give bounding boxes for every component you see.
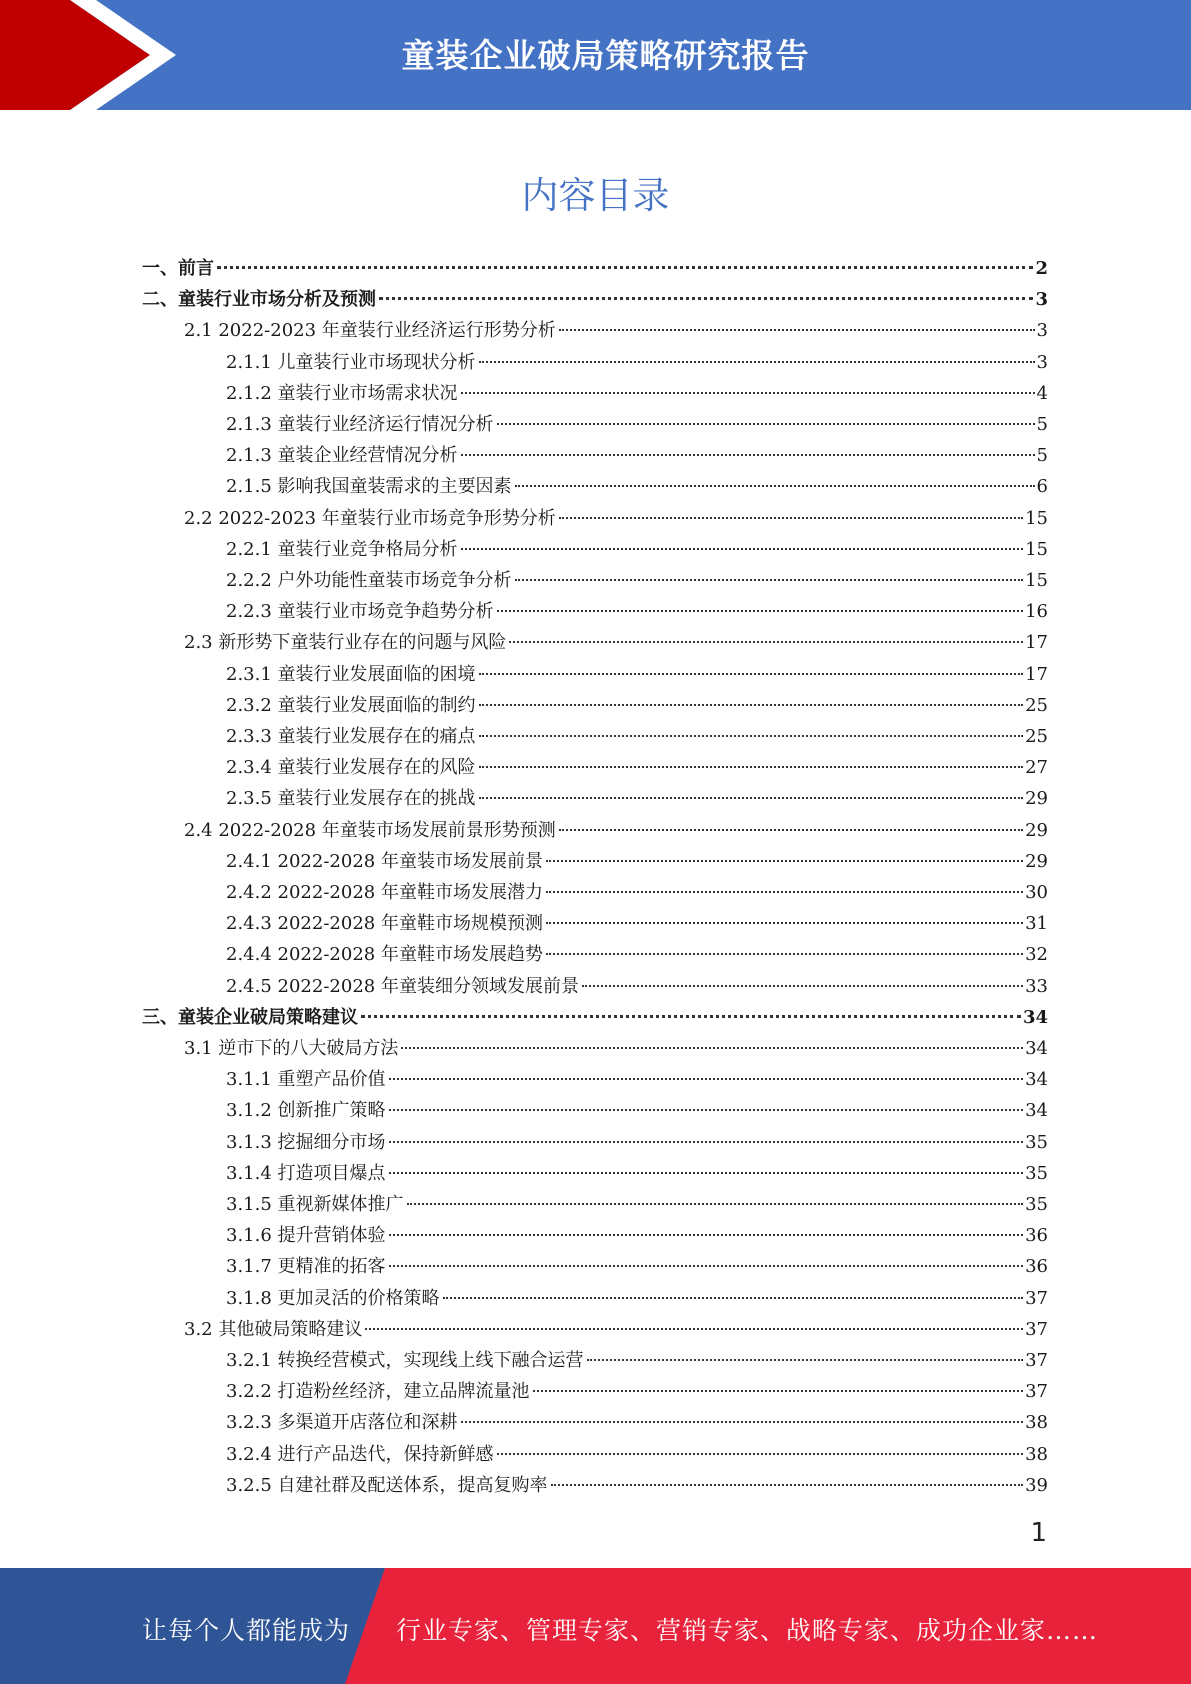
page-footer bbox=[0, 1568, 1191, 1684]
toc-dot-leader bbox=[379, 297, 1033, 300]
toc-dot-leader bbox=[587, 1359, 1024, 1361]
footer-slogan-left: 让每个人都能成为 bbox=[142, 1616, 351, 1645]
toc-dot-leader bbox=[479, 361, 1035, 363]
toc-entry[interactable] bbox=[184, 1033, 1048, 1064]
toc-entry-label: 2.3.1 童装行业发展面临的困境 bbox=[226, 663, 476, 685]
toc-entry[interactable] bbox=[226, 1283, 1048, 1314]
toc-entry-label: 2.4.2 2022-2028 年童鞋市场发展潜力 bbox=[226, 882, 543, 903]
toc-entry-label: 3.1.6 提升营销体验 bbox=[226, 1225, 386, 1247]
toc-dot-leader bbox=[389, 1234, 1024, 1236]
toc-entry-label: 3.2.1 转换经营模式，实现线上线下融合运营 bbox=[226, 1350, 584, 1371]
toc-dot-leader bbox=[559, 329, 1035, 331]
toc-dot-leader bbox=[479, 766, 1024, 768]
toc-entry[interactable] bbox=[226, 378, 1048, 409]
toc-entry-page: 3 bbox=[1036, 351, 1048, 373]
report-title: 童装企业破局策略研究报告 bbox=[401, 36, 810, 75]
toc-entry[interactable] bbox=[226, 846, 1048, 877]
toc-entry[interactable] bbox=[226, 440, 1048, 471]
toc-dot-leader bbox=[389, 1078, 1024, 1080]
toc-dot-leader bbox=[217, 266, 1033, 269]
toc-entry-page: 15 bbox=[1025, 538, 1048, 560]
toc-entry[interactable] bbox=[226, 971, 1048, 1002]
toc-entry-label: 3.1.4 打造项目爆点 bbox=[226, 1162, 386, 1184]
toc-entry-page: 3 bbox=[1036, 320, 1048, 342]
toc-entry-label: 3.2.5 自建社群及配送体系，提高复购率 bbox=[226, 1474, 548, 1496]
toc-entry[interactable] bbox=[184, 1314, 1048, 1345]
toc-entry-page: 25 bbox=[1025, 726, 1048, 747]
toc-entry-page: 15 bbox=[1025, 507, 1048, 529]
toc-entry[interactable] bbox=[226, 1439, 1048, 1470]
toc-dot-leader bbox=[559, 829, 1023, 831]
toc-entry-label: 2.1.2 童装行业市场需求状况 bbox=[226, 382, 458, 404]
toc-entry-label: 3.1.2 创新推广策略 bbox=[226, 1100, 386, 1122]
toc-entry[interactable] bbox=[226, 721, 1048, 752]
toc-entry[interactable] bbox=[226, 1345, 1048, 1376]
toc-dot-leader bbox=[546, 891, 1023, 893]
toc-entry-page: 29 bbox=[1025, 850, 1048, 872]
toc-entry-page: 37 bbox=[1025, 1381, 1048, 1403]
toc-entry[interactable] bbox=[226, 1407, 1048, 1438]
toc-entry-page: 37 bbox=[1025, 1287, 1048, 1309]
toc-entry-label: 2.4.5 2022-2028 年童装细分领域发展前景 bbox=[226, 975, 579, 997]
toc-dot-leader bbox=[361, 1015, 1021, 1018]
toc-dot-leader bbox=[582, 985, 1023, 987]
toc-entry-label: 3.2 其他破局策略建议 bbox=[184, 1318, 363, 1340]
toc-entry-label: 2.1 2022-2023 年童装行业经济运行形势分析 bbox=[184, 320, 556, 342]
toc-entry-label: 3.2.4 进行产品迭代，保持新鲜感 bbox=[226, 1443, 494, 1465]
toc-entry-page: 39 bbox=[1025, 1474, 1048, 1496]
toc-entry-label: 二、童装行业市场分析及预测 bbox=[142, 289, 376, 311]
toc-entry-label: 3.1.7 更精准的拓客 bbox=[226, 1256, 386, 1278]
toc-entry-page: 29 bbox=[1025, 819, 1048, 841]
toc-entry-page: 2 bbox=[1035, 258, 1048, 279]
toc-entry-page: 33 bbox=[1025, 975, 1048, 997]
toc-entry[interactable] bbox=[226, 596, 1048, 627]
toc-entry[interactable] bbox=[184, 503, 1048, 534]
toc-entry[interactable] bbox=[142, 1002, 1048, 1033]
toc-entry-label: 三、童装企业破局策略建议 bbox=[142, 1006, 358, 1028]
toc-entry[interactable] bbox=[184, 315, 1048, 346]
toc-entry[interactable] bbox=[226, 1158, 1048, 1189]
toc-entry-label: 2.1.1 儿童装行业市场现状分析 bbox=[226, 351, 476, 373]
toc-entry-page: 5 bbox=[1036, 414, 1048, 435]
toc-entry-label: 2.2.2 户外功能性童装市场竞争分析 bbox=[226, 570, 512, 591]
toc-entry[interactable] bbox=[226, 659, 1048, 690]
toc-entry-page: 34 bbox=[1022, 1006, 1048, 1028]
toc-dot-leader bbox=[479, 735, 1024, 737]
toc-entry-page: 17 bbox=[1025, 663, 1048, 685]
page-header bbox=[0, 0, 1191, 110]
toc-entry-label: 2.1.3 童装行业经济运行情况分析 bbox=[226, 414, 494, 435]
toc-entry-page: 4 bbox=[1036, 382, 1048, 404]
toc-entry-page: 31 bbox=[1025, 913, 1048, 935]
toc-dot-leader bbox=[407, 1203, 1024, 1205]
toc-entry-page: 35 bbox=[1025, 1194, 1048, 1215]
toc-entry-label: 3.1.3 挖掘细分市场 bbox=[226, 1131, 386, 1153]
toc-entry-page: 6 bbox=[1036, 476, 1048, 498]
toc-entry-label: 3.2.2 打造粉丝经济，建立品牌流量池 bbox=[226, 1381, 530, 1403]
toc-dot-leader bbox=[389, 1141, 1024, 1143]
toc-dot-leader bbox=[546, 953, 1023, 955]
toc-entry[interactable] bbox=[226, 409, 1048, 440]
toc-entry-label: 2.3.5 童装行业发展存在的挑战 bbox=[226, 788, 476, 810]
toc-entry-label: 2.1.5 影响我国童装需求的主要因素 bbox=[226, 476, 512, 498]
toc-dot-leader bbox=[389, 1172, 1024, 1174]
toc-dot-leader bbox=[461, 392, 1035, 394]
toc-entry-label: 一、前言 bbox=[142, 258, 214, 279]
toc-entry[interactable] bbox=[226, 347, 1048, 378]
toc-entry-label: 2.3.4 童装行业发展存在的风险 bbox=[226, 757, 476, 779]
toc-entry[interactable] bbox=[184, 627, 1048, 658]
toc-entry[interactable] bbox=[226, 877, 1048, 908]
toc-dot-leader bbox=[551, 1484, 1024, 1486]
toc-entry-page: 29 bbox=[1025, 788, 1048, 810]
toc-entry-page: 27 bbox=[1025, 757, 1048, 779]
toc-entry-label: 3.1 逆市下的八大破局方法 bbox=[184, 1038, 399, 1059]
toc-entry[interactable] bbox=[142, 253, 1048, 284]
toc-dot-leader bbox=[515, 579, 1024, 581]
toc-entry-label: 2.3.3 童装行业发展存在的痛点 bbox=[226, 726, 476, 747]
toc-entry[interactable] bbox=[226, 471, 1048, 502]
toc-entry-label: 2.1.3 童装企业经营情况分析 bbox=[226, 445, 458, 467]
toc-entry[interactable] bbox=[226, 534, 1048, 565]
toc-entry[interactable] bbox=[226, 1189, 1048, 1220]
toc-entry[interactable] bbox=[226, 1470, 1048, 1501]
toc-heading: 内容目录 bbox=[521, 174, 670, 217]
toc-entry[interactable] bbox=[142, 284, 1048, 315]
toc-dot-leader bbox=[461, 548, 1024, 550]
toc-entry-page: 35 bbox=[1025, 1162, 1048, 1184]
toc-entry[interactable] bbox=[226, 939, 1048, 970]
toc-dot-leader bbox=[461, 1421, 1024, 1423]
toc-entry-page: 36 bbox=[1025, 1256, 1048, 1278]
toc-entry[interactable] bbox=[226, 1376, 1048, 1407]
toc-entry[interactable] bbox=[226, 908, 1048, 939]
toc-entry[interactable] bbox=[226, 1251, 1048, 1282]
toc-dot-leader bbox=[479, 797, 1024, 799]
toc-entry-label: 3.1.8 更加灵活的价格策略 bbox=[226, 1287, 440, 1309]
toc-entry[interactable] bbox=[226, 783, 1048, 814]
toc-entry-label: 2.2 2022-2023 年童装行业市场竞争形势分析 bbox=[184, 507, 556, 529]
toc-dot-leader bbox=[479, 704, 1024, 706]
toc-entry[interactable] bbox=[184, 815, 1048, 846]
toc-entry-label: 2.3 新形势下童装行业存在的问题与风险 bbox=[184, 632, 507, 654]
toc-entry-page: 32 bbox=[1025, 944, 1048, 966]
toc-entry-label: 2.4 2022-2028 年童装市场发展前景形势预测 bbox=[184, 819, 556, 841]
toc-entry-label: 2.4.4 2022-2028 年童鞋市场发展趋势 bbox=[226, 944, 543, 966]
toc-dot-leader bbox=[461, 454, 1035, 456]
toc-entry-page: 38 bbox=[1025, 1412, 1048, 1434]
toc-dot-leader bbox=[509, 641, 1023, 643]
toc-entry-page: 38 bbox=[1025, 1443, 1048, 1465]
toc-entry-label: 3.1.1 重塑产品价值 bbox=[226, 1069, 386, 1091]
toc-entry-page: 34 bbox=[1025, 1038, 1048, 1059]
toc-dot-leader bbox=[479, 673, 1024, 675]
toc-entry-page: 34 bbox=[1025, 1100, 1048, 1122]
toc-entry[interactable] bbox=[226, 565, 1048, 596]
toc-dot-leader bbox=[546, 860, 1023, 862]
toc-entry-page: 30 bbox=[1025, 882, 1048, 903]
toc-entry[interactable] bbox=[226, 1220, 1048, 1251]
toc-entry-page: 5 bbox=[1036, 445, 1048, 467]
toc-entry-label: 3.2.3 多渠道开店落位和深耕 bbox=[226, 1412, 458, 1434]
toc-entry-label: 2.2.3 童装行业市场竞争趋势分析 bbox=[226, 601, 494, 623]
toc-entry-label: 3.1.5 重视新媒体推广 bbox=[226, 1194, 404, 1215]
toc-dot-leader bbox=[389, 1109, 1024, 1111]
toc-entry-label: 2.2.1 童装行业竞争格局分析 bbox=[226, 538, 458, 560]
toc-entry[interactable] bbox=[226, 690, 1048, 721]
toc-dot-leader bbox=[497, 1453, 1024, 1455]
toc-dot-leader bbox=[497, 423, 1035, 425]
toc-entry-label: 2.3.2 童装行业发展面临的制约 bbox=[226, 694, 476, 716]
toc-dot-leader bbox=[559, 517, 1023, 519]
toc-dot-leader bbox=[401, 1047, 1023, 1049]
toc-dot-leader bbox=[546, 922, 1023, 924]
toc-dot-leader bbox=[515, 485, 1035, 487]
toc-dot-leader bbox=[497, 610, 1024, 612]
toc-entry[interactable] bbox=[226, 1095, 1048, 1126]
toc-dot-leader bbox=[533, 1390, 1024, 1392]
toc-entry-page: 25 bbox=[1025, 694, 1048, 716]
toc-entry-page: 35 bbox=[1025, 1131, 1048, 1153]
page-number: 1 bbox=[1030, 1518, 1047, 1548]
toc-entry-page: 34 bbox=[1025, 1069, 1048, 1091]
toc-entry-page: 37 bbox=[1025, 1318, 1048, 1340]
toc-entry-label: 2.4.1 2022-2028 年童装市场发展前景 bbox=[226, 850, 543, 872]
toc-entry-page: 36 bbox=[1025, 1225, 1048, 1247]
footer-slogan-right: 行业专家、管理专家、营销专家、战略专家、成功企业家…… bbox=[396, 1616, 1099, 1645]
toc-entry[interactable] bbox=[226, 752, 1048, 783]
toc-dot-leader bbox=[365, 1328, 1023, 1330]
toc-entry-page: 3 bbox=[1035, 289, 1048, 311]
toc-dot-leader bbox=[443, 1297, 1024, 1299]
toc-entry[interactable] bbox=[226, 1127, 1048, 1158]
toc-entry-page: 15 bbox=[1025, 570, 1048, 591]
toc-entry-label: 2.4.3 2022-2028 年童鞋市场规模预测 bbox=[226, 913, 543, 935]
toc-entry-page: 17 bbox=[1025, 632, 1048, 654]
toc-entry-page: 37 bbox=[1025, 1350, 1048, 1371]
toc-dot-leader bbox=[389, 1265, 1024, 1267]
toc-entry-page: 16 bbox=[1025, 601, 1048, 623]
toc-entry[interactable] bbox=[226, 1064, 1048, 1095]
